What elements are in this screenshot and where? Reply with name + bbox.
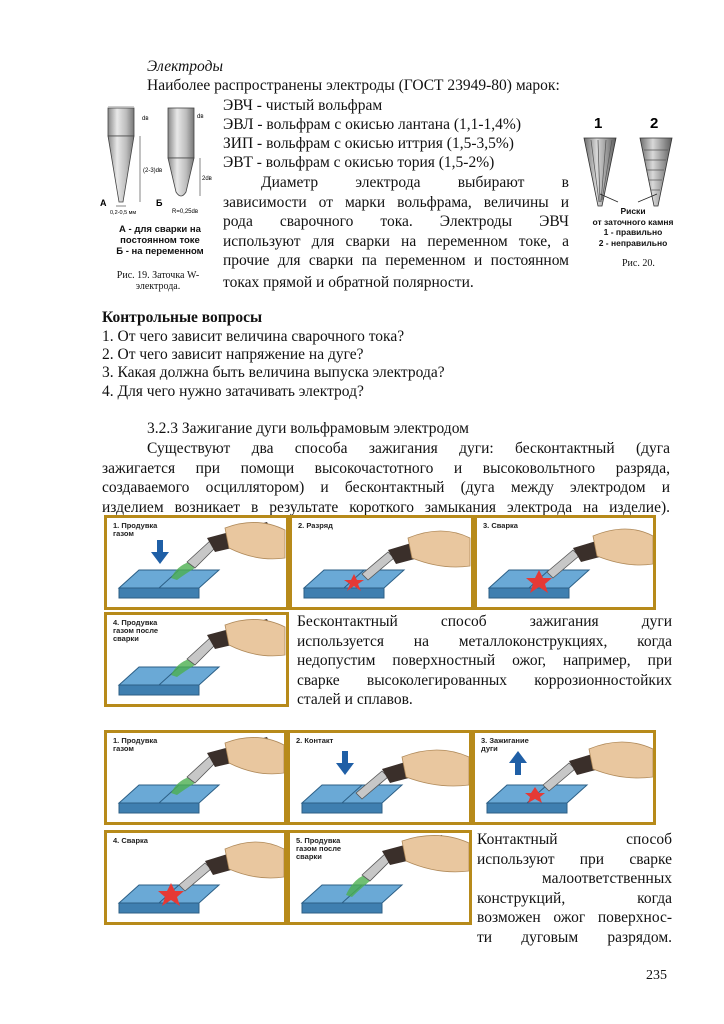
fig20-drawing [578, 110, 688, 210]
electrodes-text-line: прочие для сварки па переменном и постоянном [223, 252, 569, 269]
fig19-caption-line: Рис. 19. Заточка W- [116, 270, 200, 281]
fig19-legend-line: постоянном токе [120, 235, 200, 246]
label-b: Б [156, 198, 163, 208]
fig20-legend-line: от заточного камня [592, 216, 674, 227]
section-paragraph-line: создаваемого осциллятором) и бесконтактный (дуга между электродом и [102, 479, 670, 496]
electrode-b-tip [168, 158, 194, 196]
contact-text-line: ти дуговым разрядом. [477, 928, 672, 946]
noncontact-panel-2 [289, 515, 474, 610]
down-arrow-icon [151, 540, 169, 564]
panel-label: 2. Контакт [296, 736, 334, 745]
electrodes-intro: Наиболее распространены электроды (ГОСТ 23949-80) марок: [147, 77, 560, 94]
up-arrow-icon [509, 751, 527, 775]
fig19-legend [98, 224, 222, 257]
grade-evch: ЭВЧ - чистый вольфрам [223, 97, 383, 114]
contact-text-line: возможен ожог поверхнос- [477, 909, 672, 926]
contact-text-line: малоответственных [541, 870, 672, 887]
panel-label: 3. Зажигание дуги [481, 736, 529, 753]
electrodes-text [223, 173, 569, 292]
contact-text [477, 830, 672, 947]
fig20-legend-line: 1 - правильно [603, 227, 663, 237]
section-paragraph [102, 439, 670, 517]
section-paragraph-line: Существуют два способа зажигания дуги: бесконтактный (дуга [147, 440, 670, 457]
electrode-a-shank [108, 108, 134, 136]
noncontact-text-line: используется на металлоконструкциях, когда [297, 632, 672, 650]
fig19-legend-line: Б - на переменном [116, 246, 204, 257]
dim-2db: 2dв [202, 176, 212, 182]
contact-panel-5 [287, 830, 472, 925]
noncontact-panel-3 [474, 515, 656, 610]
dim-db-a: dв [142, 116, 149, 122]
dim-tip: 0,2-0,5 мм [110, 210, 137, 216]
contact-text-line: используют при сварке [477, 850, 672, 868]
section-title: 3.2.3 Зажигание дуги вольфрамовым электродом [147, 420, 469, 437]
electrodes-text-line: токах прямой и обратной полярности. [223, 273, 474, 291]
dim-length: (2-3)dв [143, 168, 163, 174]
question-item: 2. От чего зависит напряжение на дуге? [102, 346, 364, 363]
noncontact-text-line: недопустим поверхностный ожог, например, при [297, 652, 672, 669]
fig20-label-1: 1 [594, 115, 603, 132]
fig20-legend-line: 2 - неправильно [598, 237, 668, 248]
grade-zip: ЗИП - вольфрам с окисью иттрия (1,5-3,5%) [223, 135, 514, 152]
fig19-figure [96, 106, 222, 256]
fig19-caption-line: электрода. [135, 281, 181, 292]
contact-panel-1 [104, 730, 287, 825]
page-number: 235 [646, 968, 667, 983]
question-item: 1. От чего зависит величина сварочного тока? [102, 328, 405, 345]
panel-label: 2. Разряд [298, 521, 333, 530]
electrode-a-tip [108, 136, 134, 202]
question-item: 3. Какая должна быть величина выпуска электрода? [102, 364, 445, 381]
electrodes-text-line: используют для сварки на переменном токе, а [223, 232, 569, 250]
contact-panel-2 [287, 730, 472, 825]
dim-radius: R=0,25dв [172, 209, 199, 215]
noncontact-text-line: сталей и сплавов. [297, 691, 413, 708]
electrodes-text-line: рода сварочного тока. Электроды ЭВЧ [223, 213, 569, 230]
fig20-label-2: 2 [650, 115, 659, 132]
fig20-figure [578, 110, 688, 260]
electrode-b-shank [168, 108, 194, 158]
question-item: 4. Для чего нужно затачивать электрод? [102, 383, 364, 400]
questions-title: Контрольные вопросы [102, 309, 263, 326]
noncontact-panel-4 [104, 612, 289, 707]
electrodes-text-line: зависимости от марки вольфрама, величины и [223, 193, 569, 211]
label-a: А [100, 198, 107, 208]
noncontact-text [297, 612, 672, 710]
section-paragraph-line: зажигается при помощи высокочастотного и высоковольтного разряда, [102, 459, 670, 477]
noncontact-panel-1 [104, 515, 289, 610]
panel-label: 1. Продувка газом [113, 736, 158, 753]
contact-panel-3 [472, 730, 656, 825]
fig19-caption [96, 270, 220, 292]
electrodes-text-line: Диаметр электрода выбирают в [261, 174, 569, 191]
contact-text-line: конструкций, когда [477, 889, 672, 907]
panel-label: 1. Продувка газом [113, 521, 158, 538]
section-paragraph-line: изделием возникает в результате короткого замыкания электрода на изделие). [102, 498, 670, 516]
panel-label: 4. Сварка [113, 836, 148, 845]
dim-db-b: dв [197, 114, 204, 120]
noncontact-text-line: сварке высоколегированных коррозионностойких [297, 671, 672, 689]
panel-label: 4. Продувка газом после сварки [113, 618, 159, 643]
fig20-legend [578, 206, 688, 248]
fig20-legend-line: Риски [620, 206, 646, 216]
electrodes-heading: Электроды [147, 58, 223, 75]
contact-panel-4 [104, 830, 287, 925]
contact-text-line: Контактный способ [477, 831, 672, 848]
panel-label: 3. Сварка [483, 521, 518, 530]
electrode-2 [640, 138, 672, 206]
noncontact-text-line: Бесконтактный способ зажигания дуги [297, 613, 672, 630]
grade-evt: ЭВТ - вольфрам с окисью тория (1,5-2%) [223, 154, 495, 171]
down-arrow-icon [336, 751, 354, 775]
panel-label: 5. Продувка газом после сварки [296, 836, 342, 861]
fig20-caption: Рис. 20. [622, 258, 655, 269]
fig19-legend-line: А - для сварки на [119, 224, 201, 235]
grade-evl: ЭВЛ - вольфрам с окисью лантана (1,1-1,4%) [223, 116, 522, 133]
